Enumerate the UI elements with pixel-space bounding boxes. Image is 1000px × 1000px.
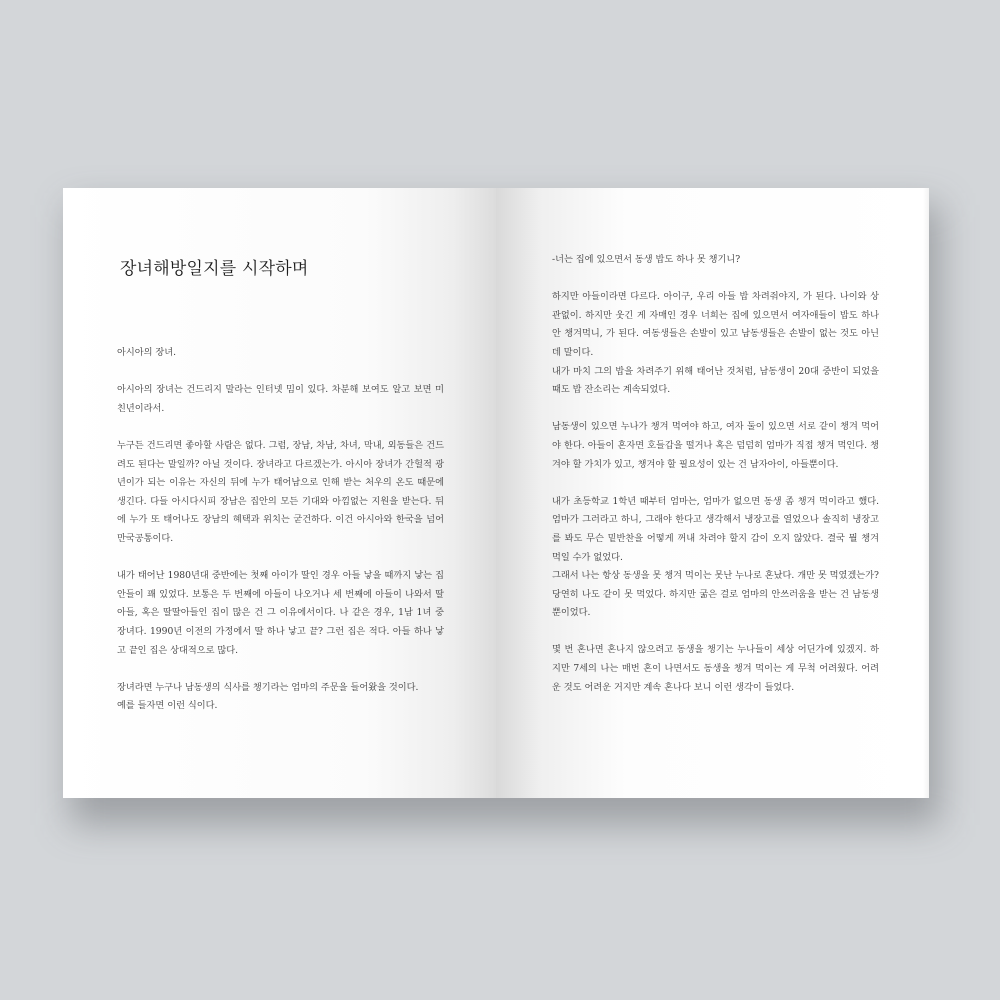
left-page (63, 188, 496, 798)
paragraph: 아시아의 장녀. (117, 347, 177, 358)
right-page-body (552, 251, 879, 697)
paragraph: 내가 태어난 1980년대 중반에는 첫째 아이가 딸인 경우 아들 낳을 때까지 낳는 집안들이 꽤 있었다. 보통은 두 번째에 아들이 나오거나 세 번째에 아들이 나와서 딸 아들, 혹은 딸딸아들인 집이 많은 건 그 이유에서이다. 나 같은 경우, 1남 1녀 중 장녀다. 1990년 이전의 가정에서 딸 하나 낳고 끝? 그런 집은 적다. 아들 하나 낳고 끝인 집은 상대적으로 많다. (117, 570, 444, 656)
paragraph: 남동생이 있으면 누나가 챙겨 먹여야 하고, 여자 둘이 있으면 서로 같이 챙겨 먹어야 한다. 아들이 혼자면 호들갑을 떨거나 혹은 덤덤히 엄마가 직접 챙겨 먹인다. 챙겨야 할 가치가 있고, 챙겨야 할 필요성이 있는 건 남자아이, 아들뿐이다. (552, 421, 879, 470)
paragraph: 장녀라면 누구나 남동생의 식사를 챙기라는 엄마의 주문을 들어왔을 것이다. 예를 들자면 이런 식이다. (117, 681, 419, 712)
right-page (496, 188, 929, 798)
paragraph: 아시아의 장녀는 건드리지 말라는 인터넷 밈이 있다. 차분해 보여도 알고 보면 미친년이라서. (117, 384, 444, 414)
chapter-title: 장녀해방일지를 시작하며 (120, 259, 309, 279)
paragraph: 누구든 건드리면 좋아할 사람은 없다. 그럼, 장남, 차남, 차녀, 막내, 외동들은 건드려도 된다는 말일까? 아닐 것이다. 장녀라고 다르겠는가. 아시아 장녀가 간헐적 광년이가 되는 이유는 자신의 뒤에 누가 태어남으로 인해 받는 처우의 온도 때문에 생긴다. 다들 아시다시피 장남은 집안의 모든 기대와 아낌없는 지원을 받는다. 뒤에 누가 또 태어나도 장남의 혜택과 위치는 굳건하다. 이건 아시아와 한국을 넘어 만국공통이다. (117, 439, 444, 544)
paragraph: -너는 집에 있으면서 동생 밥도 하나 못 챙기니? (552, 254, 741, 265)
paragraph: 내가 초등학교 1학년 때부터 엄마는, 엄마가 없으면 동생 좀 챙겨 먹이라고 했다. 엄마가 그러라고 하니, 그래야 한다고 생각해서 냉장고를 열었으나 솔직히 냉장고를 봐도 무슨 밑반찬을 어떻게 꺼내 차려야 할지 감이 오지 않았다. 결국 뭘 챙겨 먹일 수가 없었다. 그래서 나는 항상 동생을 못 챙겨 먹이는 못난 누나로 혼났다. 개만 못 먹였겠는가? 당연히 나도 같이 못 먹었다. 하지만 굶은 걸로 엄마의 안쓰러움을 받는 건 남동생뿐이었다. (552, 495, 879, 619)
left-page-body (117, 344, 444, 716)
paragraph: 몇 번 혼나면 혼나지 않으려고 동생을 챙기는 누나들이 세상 어딘가에 있겠지. 하지만 7세의 나는 매번 혼이 나면서도 동생을 챙겨 먹이는 게 무척 어려웠다. 어려운 것도 어려운 거지만 계속 혼나다 보니 이런 생각이 들었다. (552, 644, 879, 693)
paragraph: 하지만 아들이라면 다르다. 아이구, 우리 아들 밥 차려줘야지, 가 된다. 나이와 상관없이. 하지만 웃긴 게 자매인 경우 너희는 집에 있으면서 여자애들이 밥도 하나 안 챙겨먹니, 가 된다. 여동생들은 손발이 있고 남동생들은 손발이 없는 것도 아닌데 말이다. 내가 마치 그의 밥을 차려주기 위해 태어난 것처럼, 남동생이 20대 중반이 되었을 때도 밥 잔소리는 계속되었다. (552, 291, 879, 396)
